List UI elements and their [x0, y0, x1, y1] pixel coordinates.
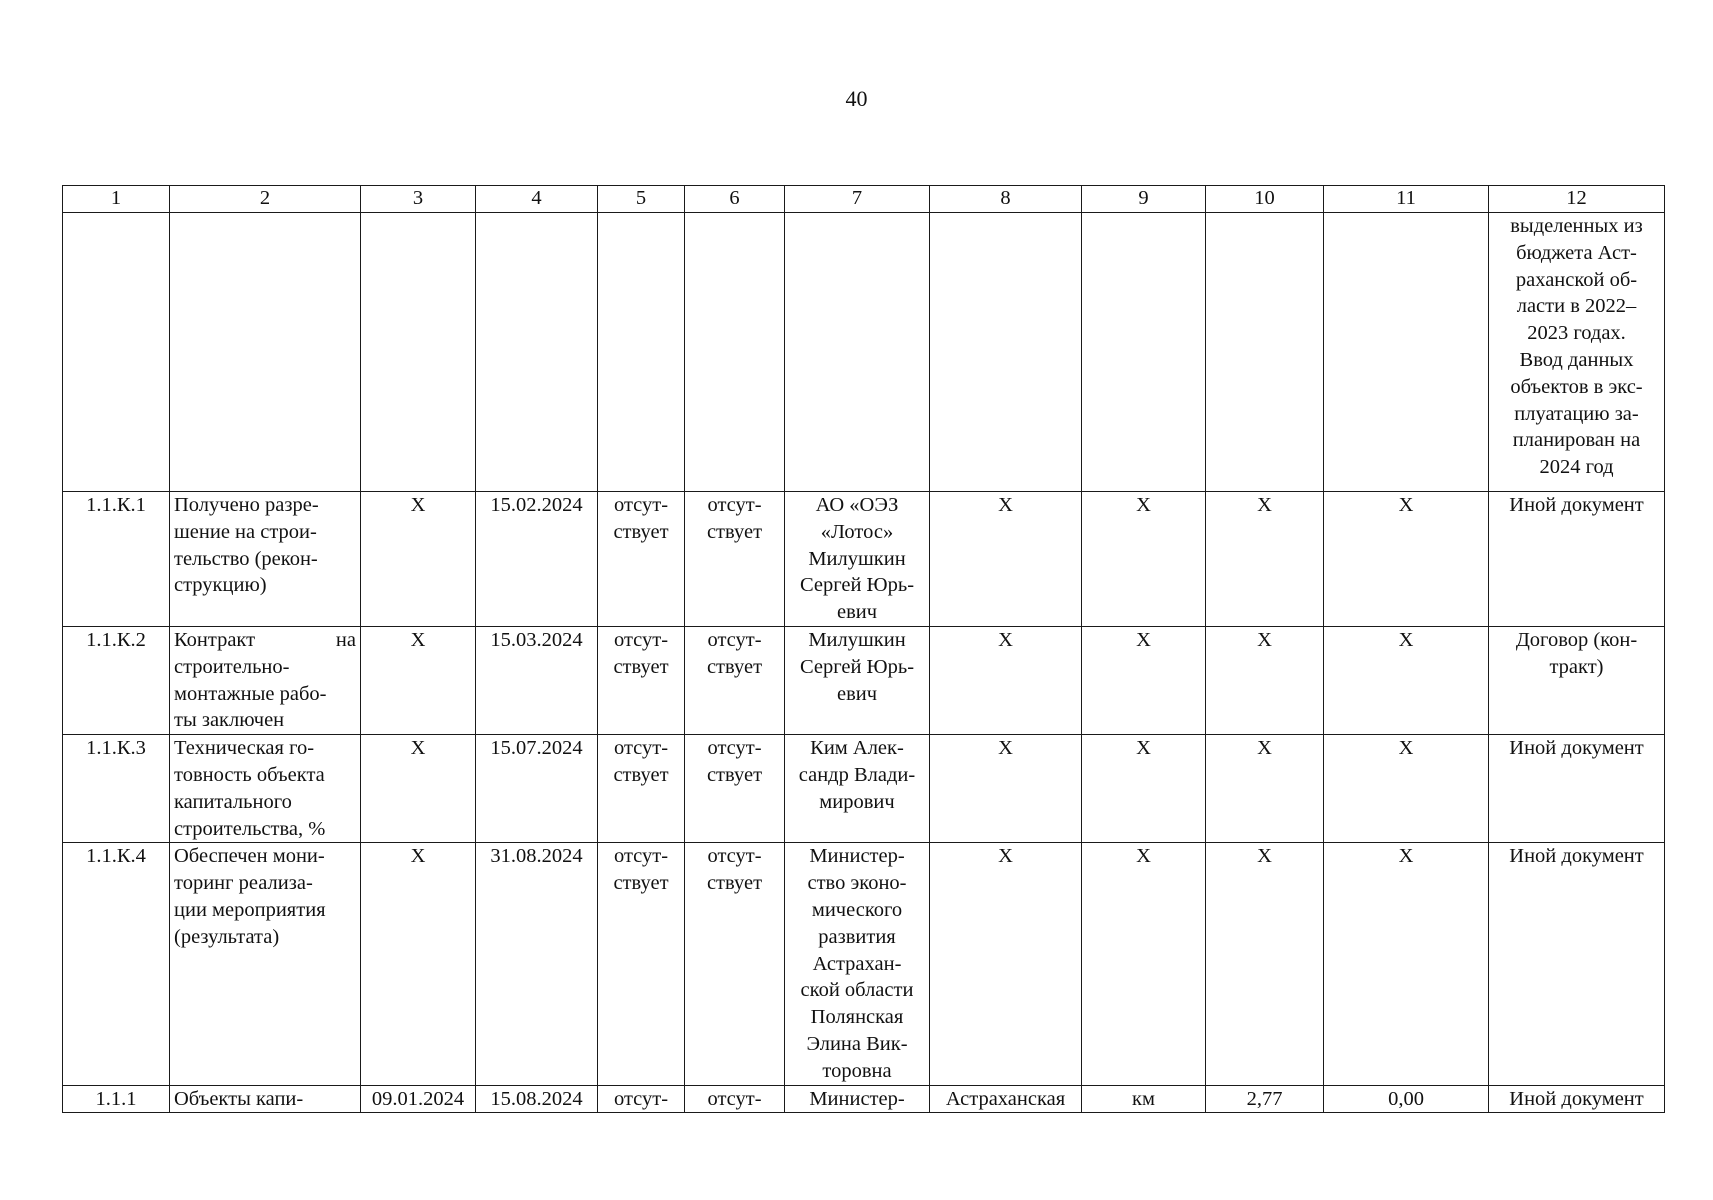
responsible-cell: Ким Алек- сандр Влади- мирович	[785, 735, 930, 843]
measures-table	[62, 185, 1665, 1113]
table-cell: X	[1206, 627, 1324, 735]
row-name: Объекты капи-	[170, 1085, 361, 1113]
continuation-note-cell: выделенных из бюджета Аст- раханской об- ласти в 2022– 2023 годах. Ввод данных объектов в экс- плуатацию за- планирован на 2024 год	[1489, 213, 1665, 492]
row-code: 1.1.К.3	[63, 735, 170, 843]
column-number-row	[63, 186, 1665, 213]
table-cell: X	[1082, 627, 1206, 735]
table-cell: 31.08.2024	[476, 843, 598, 1085]
column-number: 2	[170, 186, 361, 213]
responsible-cell: Министер-	[785, 1085, 930, 1113]
table-cell	[1324, 213, 1489, 492]
table-cell	[1082, 213, 1206, 492]
row-code: 1.1.К.1	[63, 492, 170, 627]
column-number: 3	[361, 186, 476, 213]
table-cell: 15.02.2024	[476, 492, 598, 627]
table-row	[63, 492, 1665, 627]
table-cell: отсут- ствует	[685, 843, 785, 1085]
table-cell: отсут- ствует	[598, 627, 685, 735]
table-cell	[598, 213, 685, 492]
page-number: 40	[845, 86, 868, 111]
column-number: 10	[1206, 186, 1324, 213]
row-name: Контракт на строительно- монтажные рабо- ты заключен	[170, 627, 361, 735]
table-cell: X	[1324, 492, 1489, 627]
row-code: 1.1.К.2	[63, 627, 170, 735]
table-cell: 0,00	[1324, 1085, 1489, 1113]
table-cell: X	[930, 843, 1082, 1085]
unit-cell: км	[1082, 1085, 1206, 1113]
table-cell	[170, 213, 361, 492]
table-cell: 15.07.2024	[476, 735, 598, 843]
responsible-cell: АО «ОЭЗ «Лотос» Милушкин Сергей Юрь- евич	[785, 492, 930, 627]
table-cell: 15.08.2024	[476, 1085, 598, 1113]
table-cell: X	[1324, 843, 1489, 1085]
table-cell	[476, 213, 598, 492]
row-code: 1.1.1	[63, 1085, 170, 1113]
responsible-cell: Министер- ство эконо- мического развития Астрахан- ской области Полянская Элина Вик- торовна	[785, 843, 930, 1085]
table-cell: X	[1206, 843, 1324, 1085]
table-cell	[361, 213, 476, 492]
column-number: 6	[685, 186, 785, 213]
table-cell: отсут- ствует	[598, 843, 685, 1085]
table-cell: Астраханская	[930, 1085, 1082, 1113]
column-number: 7	[785, 186, 930, 213]
table-cell: отсут-	[685, 1085, 785, 1113]
table-cell: отсут- ствует	[685, 735, 785, 843]
table-cell	[685, 213, 785, 492]
table-cell: отсут- ствует	[685, 627, 785, 735]
column-number: 8	[930, 186, 1082, 213]
document-type-cell: Иной документ	[1489, 735, 1665, 843]
responsible-cell: Милушкин Сергей Юрь- евич	[785, 627, 930, 735]
table-cell: X	[930, 735, 1082, 843]
table-cell: отсут-	[598, 1085, 685, 1113]
table-cell: X	[361, 843, 476, 1085]
table-cell	[1206, 213, 1324, 492]
column-number: 1	[63, 186, 170, 213]
table-row-continuation	[63, 213, 1665, 492]
column-number: 9	[1082, 186, 1206, 213]
table-cell: X	[1324, 627, 1489, 735]
table-cell: X	[1324, 735, 1489, 843]
table-cell: X	[1082, 843, 1206, 1085]
table-cell: X	[930, 492, 1082, 627]
document-type-cell: Иной документ	[1489, 843, 1665, 1085]
column-number: 11	[1324, 186, 1489, 213]
table-row	[63, 1085, 1665, 1113]
table-cell: отсут- ствует	[685, 492, 785, 627]
table-cell	[930, 213, 1082, 492]
table-row	[63, 627, 1665, 735]
document-type-cell: Иной документ	[1489, 492, 1665, 627]
table-row	[63, 735, 1665, 843]
document-type-cell: Договор (кон- тракт)	[1489, 627, 1665, 735]
table-row	[63, 843, 1665, 1085]
table-cell: 15.03.2024	[476, 627, 598, 735]
table-cell: X	[930, 627, 1082, 735]
table-cell	[785, 213, 930, 492]
table-cell: X	[361, 627, 476, 735]
table-cell: отсут- ствует	[598, 492, 685, 627]
table-cell: X	[1082, 735, 1206, 843]
row-code: 1.1.К.4	[63, 843, 170, 1085]
table-cell: X	[1082, 492, 1206, 627]
table-cell: X	[1206, 735, 1324, 843]
column-number: 12	[1489, 186, 1665, 213]
table-cell: X	[1206, 492, 1324, 627]
table-cell: 2,77	[1206, 1085, 1324, 1113]
column-number: 4	[476, 186, 598, 213]
row-name: Получено разре- шение на строи- тельство (рекон- струкцию)	[170, 492, 361, 627]
row-name: Техническая го- товность объекта капитального строительства, %	[170, 735, 361, 843]
column-number: 5	[598, 186, 685, 213]
table-cell: отсут- ствует	[598, 735, 685, 843]
document-type-cell: Иной документ	[1489, 1085, 1665, 1113]
table-cell	[63, 213, 170, 492]
table-cell: X	[361, 735, 476, 843]
row-name: Обеспечен мони- торинг реализа- ции мероприятия (результата)	[170, 843, 361, 1085]
table-cell: X	[361, 492, 476, 627]
table-cell: 09.01.2024	[361, 1085, 476, 1113]
